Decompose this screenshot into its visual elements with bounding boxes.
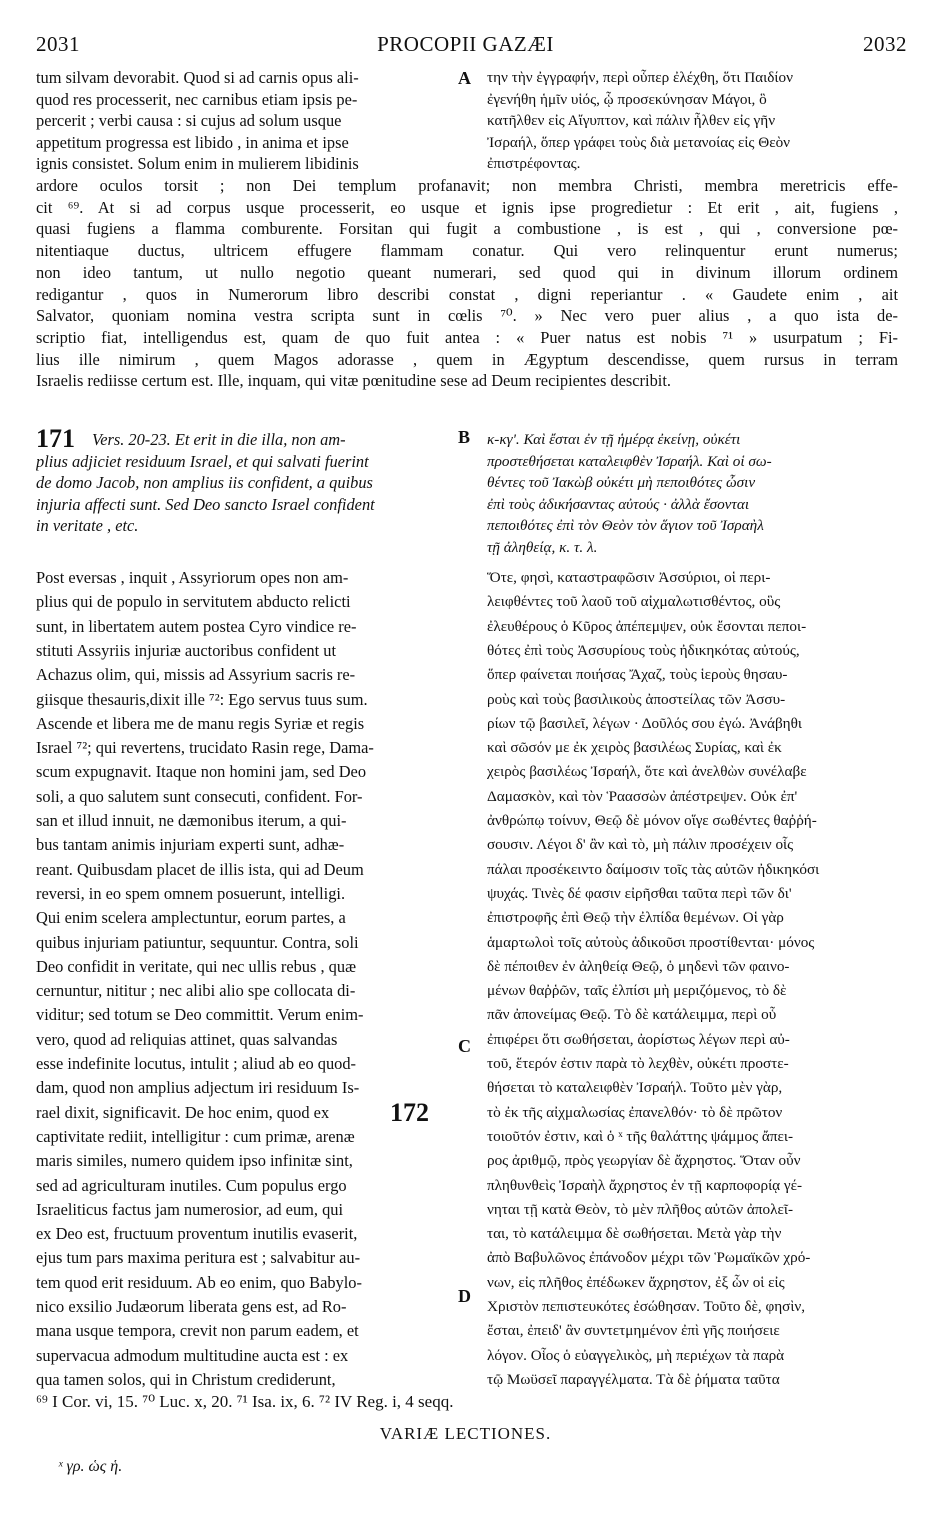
page-number-left: 2031 <box>36 32 80 56</box>
latin-text-line: tum silvam devorabit. Quod si ad carnis opus ali- <box>36 68 359 87</box>
greek-text-line: ἀπὸ Βαβυλῶνος ἐπάνοδον μέχρι τῶν Ῥωμαϊκῶν χρό- <box>487 1249 811 1267</box>
greek-text-line: νηται τῇ κατὰ Θεὸν, τὸ μὲν πλῆθος αὐτῶν ἀπολεῖ- <box>487 1200 794 1218</box>
greek-text-line: ται, τὸ κατάλειμμα δὲ σωθήσεται. Μετὰ γὰρ τὴν <box>487 1225 782 1243</box>
greek-text-line: κατῆλθεν εἰς Αἴγυπτον, καὶ πάλιν ἦλθεν εἰς γῆν <box>487 112 776 129</box>
section-number-172: 172 <box>390 1098 429 1127</box>
latin-text-line: scriptio fiat, intelligendus est, quam de quo fuit antea : « Puer natus est nobis ⁷¹ » usurpatum ; Fi- <box>36 327 898 347</box>
greek-text-line: ἐλευθέρους ὁ Κῦρος ἀπέπεμψεν, οὐκ ἔσονται πεποι- <box>487 617 807 635</box>
greek-text-line: σουσιν. Λέγοι δ' ἂν καὶ τὸ, μὴ πάλιν προσέχειν οἷς <box>487 836 794 854</box>
latin-text-line: scum expugnavit. Itaque non homini jam, sed Deo <box>36 762 367 782</box>
greek-text-line: Χριστὸν πεπιστευκότες ἐσώθησαν. Τοῦτο δὲ, φησὶν, <box>487 1298 806 1315</box>
verse-latin-line: in veritate , etc. <box>36 516 139 535</box>
greek-text-line: μένων θαῤῥῶν, ταῖς ἐλπίσι μὴ μεριζόμενος, τὸ δὲ <box>487 982 787 1000</box>
latin-text-line: nitentiaque ductus, ultricem effugere flammam conatur. Qui vero relinquentur erunt numerus; <box>36 241 898 261</box>
greek-text-line: ἐπιστροφῆς ἐπὶ Θεῷ τὴν ἐλπίδα θεμένων. Οἱ γὰρ <box>487 909 784 927</box>
margin-letter-c: C <box>458 1036 471 1056</box>
latin-text-line: quasi fugiens a flamma comburente. Forsitan qui fugit a combustione , is est , qui , conversione pœ- <box>36 219 898 239</box>
latin-text-line: dam, quod non amplius adjectum iri residuum Is- <box>36 1078 360 1098</box>
latin-text-line: Achazus olim, qui, missis ad Assyrium sacris re- <box>36 665 356 685</box>
page-number-right: 2032 <box>863 32 907 56</box>
verse-greek-line: τῇ ἀληθείᾳ, κ. τ. λ. <box>487 538 598 556</box>
greek-text-line: ψυχάς. Τινὲς δέ φασιν εἰρῆσθαι ταῦτα περὶ τῶν δι' <box>487 884 792 902</box>
greek-text-line: ροὺς καὶ τοὺς βασιλικοὺς ἀποστείλας τῶν Ἀσσυ- <box>487 690 786 708</box>
verse-latin-line: plius adjiciet residuum Israel, et qui salvati fuerint <box>36 451 369 471</box>
latin-text-line: cit ⁶⁹. At si ad corpus usque processerit, eo usque et ignis ipse progredietur : Et erit , ait, fugiens , <box>36 197 898 217</box>
margin-letter-b: B <box>458 427 471 447</box>
latin-text-line: quibus injuriam patiuntur, sequuntur. Contra, soli <box>36 932 359 952</box>
verse-greek-line: πεποιθότες ἐπὶ τὸν Θεὸν τὸν ἅγιον τοῦ Ἰσραὴλ <box>487 517 764 534</box>
margin-letter-a: A <box>458 68 471 88</box>
latin-text-line: maris similes, numero quidem ipso infinitæ sint, <box>36 1151 353 1171</box>
greek-text-line: τὸ ἐκ τῆς αἰχμαλωσίας ἐπανελθόν· τὸ δὲ πρῶτον <box>487 1103 783 1121</box>
latin-text-line: percerit ; verbi causa : si cujus ad solum usque <box>36 111 342 130</box>
greek-text-line: ρίων τῷ βασιλεῖ, λέγων · Δοῦλός σου ἐγώ. Ἀνάβηθι <box>487 714 802 732</box>
greek-text-line: την τὴν ἐγγραφήν, περὶ οὗπερ ἐλέχθη, ὅτι Παιδίον <box>487 69 793 86</box>
greek-text-line: νων, εἰς πλῆθος ἐπέδωκεν ἄχρηστον, ἐξ ὧν οἱ εἰς <box>487 1273 785 1291</box>
latin-text-line: nico exsilio Judæorum liberata gens est, ad Ro- <box>36 1297 347 1316</box>
latin-text-line: cernuntur, nititur ; nec alibi alio spe collocata di- <box>36 981 356 1001</box>
greek-text-line: ρος ἀριθμῷ, πρὸς γεωργίαν δὲ ἄχρηστος. Ὅταν οὖν <box>487 1152 801 1170</box>
greek-text-line: τοῦ, ἕτερόν ἐστιν παρὰ τὸ λεχθὲν, οὐκέτι προστε- <box>487 1055 789 1072</box>
latin-text-line: Post eversas , inquit , Assyriorum opes non am- <box>36 568 349 587</box>
running-title: PROCOPII GAZÆI <box>377 32 554 56</box>
greek-text-line: τοιοῦτόν ἐστιν, καὶ ὁ ˣ τῆς θαλάττης ψάμμος ἄπει- <box>487 1127 794 1145</box>
verse-latin-line: Vers. 20-23. Et erit in die illa, non am- <box>92 430 346 449</box>
greek-text-line: ἁμαρτωλοὶ τοῖς αὐτοὺς ἀδικοῦσι προστίθενται· μόνος <box>487 933 815 951</box>
greek-text-line: Ὅτε, φησὶ, καταστραφῶσιν Ἀσσύριοι, οἱ περι- <box>487 569 771 586</box>
variae-lectiones-heading: VARIÆ LECTIONES. <box>379 1424 552 1443</box>
margin-letter-d: D <box>458 1286 471 1306</box>
greek-text-line: Δαμασκὸν, καὶ τὸν Ῥαασσὼν ἀπέστρεψεν. Οὐκ ἐπ' <box>487 787 798 805</box>
latin-text-line: Israeliticus factus jam numerosior, ad eum, qui <box>36 1199 344 1219</box>
latin-text-line: lius ille nimirum , quem Magos adorasse , quem in Ægyptum descendisse, quem rursus in terram <box>36 349 898 369</box>
latin-text-line: soli, a quo salutem sunt consecuti, confident. For- <box>36 786 363 806</box>
greek-text-line: ἐπιφέρει ὅτι σωθήσεται, ἀορίστως λέγων περὶ αὐ- <box>487 1030 790 1048</box>
greek-text-line: τῷ Μωϋσεῖ παραγγέλματα. Τὰ δὲ ῥήματα ταῦτα <box>487 1370 780 1388</box>
greek-text-line: πληθυνθεὶς Ἰσραὴλ ἄχρηστος ἐν τῇ καρποφορίᾳ γέ- <box>487 1176 803 1194</box>
verse-greek-line: κ-κγ'. Καὶ ἔσται ἐν τῇ ἡμέρᾳ ἐκείνῃ, οὐκέτι <box>487 431 741 448</box>
greek-text-line: πᾶν ἀπονείμας Θεῷ. Τὸ δὲ κατάλειμμα, περὶ οὗ <box>487 1006 777 1024</box>
latin-text-line: ejus tum pars maxima peritura est ; salvabitur au- <box>36 1248 361 1268</box>
latin-text-line: reant. Quibusdam placet de illis ista, qui ad Deum <box>36 859 364 879</box>
latin-text-line: giisque thesauris,dixit ille ⁷²: Ego servus tuus sum. <box>36 689 368 709</box>
greek-text-line: καὶ σῶσόν με ἐκ χειρὸς βασιλέως Συρίας, καὶ ἐκ <box>487 739 782 757</box>
latin-text-line: bus tantam animis injuriam experti sunt, adhæ- <box>36 835 345 855</box>
greek-text-line: θήσεται τὸ καταλειφθὲν Ἰσραήλ. Τοῦτο μὲν γὰρ, <box>487 1079 783 1097</box>
verse-greek-line: θέντες τοῦ Ἰακὼβ οὐκέτι μὴ πεποιθότες ὦσιν <box>487 474 756 491</box>
greek-text-line: θότες ἐπὶ τοὺς Ἀσσυρίους τοὺς ἠδικηκότας αὐτούς, <box>487 641 800 659</box>
latin-text-line: Deo confidit in veritate, qui nec ullis rebus , quæ <box>36 956 357 976</box>
latin-text-line: rael dixit, significavit. De hoc enim, quod ex <box>36 1102 330 1122</box>
greek-text-line: ἔσται, ἐπειδ' ἂν συντετμημένον ἐπὶ γῆς ποιήσειε <box>487 1322 780 1340</box>
greek-text-line: ὅπερ φαίνεται ποιήσας Ἄχαζ, τοὺς ἱεροὺς θησαυ- <box>487 666 788 684</box>
latin-text-line: vero, quod ad reliquias attinet, quas salvandas <box>36 1029 338 1049</box>
latin-text-line: qua tamen solos, qui in Christum crediderunt, <box>36 1369 336 1389</box>
latin-text-line: mana usque tempora, crevit non parum eadem, et <box>36 1321 359 1341</box>
latin-text-line: Israelis rediisse certum est. Ille, inquam, qui vitæ pœnitudine sese ad Deum recipientes describit. <box>36 371 671 391</box>
latin-text-line: ardore oculos torsit ; non Dei templum profanavit; non membra Christi, membra meretricis effe- <box>36 176 898 195</box>
footnotes: ⁶⁹ I Cor. vi, 15. ⁷⁰ Luc. x, 20. ⁷¹ Isa. ix, 6. ⁷² IV Reg. i, 4 seqq. <box>36 1392 454 1411</box>
greek-text-line: λόγον. Οἷος ὁ εὐαγγελικὸς, μὴ περιέχων τὰ παρὰ <box>487 1346 785 1364</box>
latin-text-line: quod res processerit, nec carnibus etiam ipsis pe- <box>36 89 358 109</box>
latin-text-line: sed ad agriculturam inutiles. Cum populus ergo <box>36 1175 347 1195</box>
latin-text-line: Salvator, quoniam nomina vestra scripta sunt in cœlis ⁷⁰. » Nec vero puer alius , a quo ista de- <box>36 306 898 326</box>
verse-latin-line: injuria affecti sunt. Sed Deo sancto Israel confident <box>36 494 375 514</box>
latin-text-line: reversi, in eo spem omnem posuerunt, intelligi. <box>36 883 346 903</box>
latin-text-line: san et illud innuit, ne dæmonibus iterum, a qui- <box>36 811 347 830</box>
greek-text-line: δὲ πέποιθεν ἐν ἀληθείᾳ Θεῷ, ὁ μηδενὶ τῶν φαινο- <box>487 957 790 975</box>
verse-greek-line: προστεθήσεται καταλειφθὲν Ἰσραήλ. Καὶ οἱ σω- <box>487 452 772 470</box>
latin-text-line: redigantur , quos in Numerorum libro describi constat , digni reperiantur . « Gaudete enim , ait <box>36 284 898 304</box>
latin-text-line: captivitate rediit, intelligitur : cum primæ, arenæ <box>36 1126 355 1146</box>
latin-text-line: ignis consistet. Solum enim in mulierem libidinis <box>36 154 359 173</box>
verse-latin-line: de domo Jacob, non amplius iis confident, a quibus <box>36 473 373 492</box>
section-number-171: 171 <box>36 424 75 453</box>
greek-text-line: ἐγενήθη ἡμῖν υἱός, ᾧ προσεκύνησαν Μάγοι, ὃ <box>487 90 767 108</box>
latin-text-line: esse indefinite locutus, intulit ; aliud ab eo quod- <box>36 1054 357 1073</box>
latin-text-line: stituti Assyriis injuriæ auctoribus confident ut <box>36 640 337 660</box>
greek-text-line: πάλαι προσέκειντο δαίμοσιν τοῖς τὰς αὐτῶν ἠδικηκόσι <box>487 860 820 878</box>
latin-text-line: Qui enim scelera amplectuntur, eorum partes, a <box>36 908 346 928</box>
latin-text-line: tem quod erit residuum. Ab eo enim, quo Babylo- <box>36 1272 362 1292</box>
greek-text-line: ἀνθρώπῳ τοίνυν, Θεῷ δὲ μόνον οἵγε σωθέντες θαῤῥή- <box>487 812 817 829</box>
latin-text-line: viditur; sed totum se Deo committit. Verum enim- <box>36 1005 364 1025</box>
latin-text-line: sunt, in libertatem autem postea Cyro vindice re- <box>36 616 357 636</box>
variant-reading: ˣ γρ. ὡς ἡ. <box>58 1458 123 1475</box>
latin-text-line: Ascende et libera me de manu regis Syriæ et regis <box>36 713 365 733</box>
greek-text-line: Ἰσραήλ, ὅπερ γράφει τοὺς διὰ μετανοίας εἰς Θεὸν <box>487 133 791 151</box>
greek-text-line: ἐπιστρέφοντας. <box>487 155 581 172</box>
latin-text-line: supervacua admodum multitudine aucta est : ex <box>36 1345 349 1365</box>
latin-text-line: appetitum progressa est libido , in anima et ipse <box>36 132 349 152</box>
latin-text-line: Israel ⁷²; qui revertens, trucidato Rasin rege, Dama- <box>36 738 374 758</box>
latin-text-line: plius qui de populo in servitutem abducto relicti <box>36 592 351 612</box>
latin-text-line: ex Deo est, fructuum proventum inutilis evaserit, <box>36 1224 358 1244</box>
verse-greek-line: ἐπὶ τοὺς ἀδικήσαντας αὐτούς · ἀλλὰ ἔσονται <box>487 495 750 513</box>
greek-text-line: λειφθέντες τοῦ λαοῦ τοῦ αἰχμαλωτισθέντος, οὓς <box>487 593 781 611</box>
greek-text-line: χειρὸς βασιλέως Ἰσραήλ, ὅτε καὶ ἀνελθὼν συνέλαβε <box>487 763 807 781</box>
latin-text-line: non ideo tantum, ut nullo negotio queant numerari, sed quod qui in divinum illorum ordinem <box>36 262 898 282</box>
